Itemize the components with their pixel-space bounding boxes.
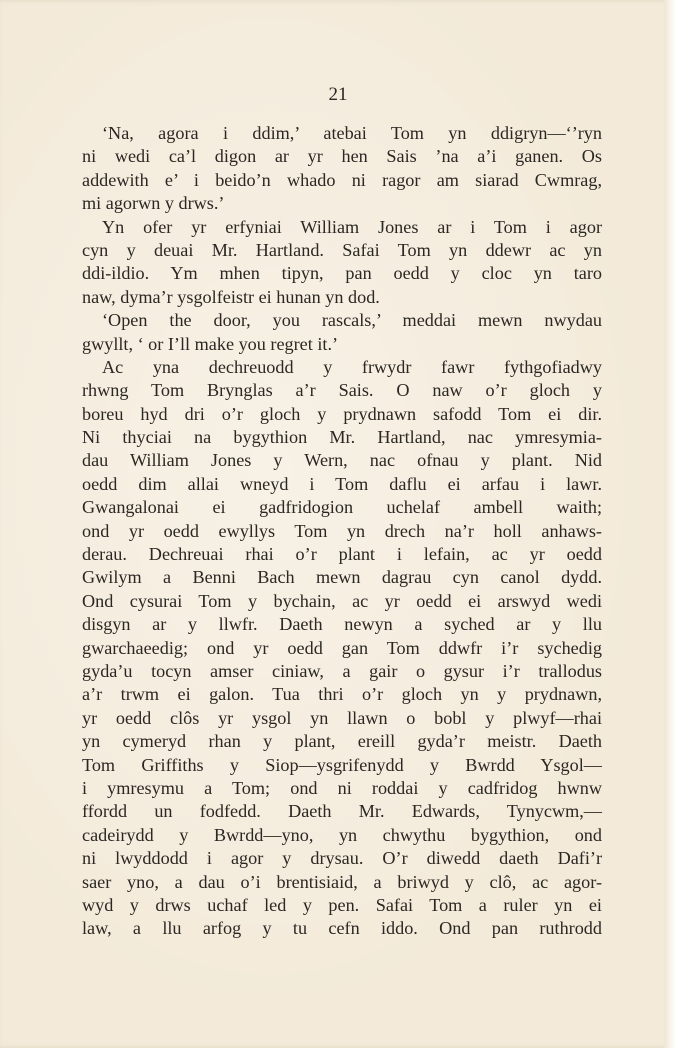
text-line: Ac yna dechreuodd y frwydr fawr fythgofiadwy — [102, 356, 602, 377]
text-line: gwyllt, ‘ or I’ll make you regret it.’ — [82, 333, 339, 354]
page-number: 21 — [328, 84, 348, 105]
text-line: cadeirydd y Bwrdd—yno, yn chwythu bygythion, ond — [82, 824, 602, 845]
text-line: i ymresymu a Tom; ond ni roddai y cadfridog hwnw — [82, 777, 602, 798]
text-line: naw, dyma’r ysgolfeistr ei hunan yn dod. — [82, 286, 380, 307]
text-line: Ond cysurai Tom y bychain, ac yr oedd ei arswyd wedi — [82, 590, 602, 611]
text-line: gyda’u tocyn amser ciniaw, a gair o gysur i’r trallodus — [82, 660, 602, 681]
text-line: ‘Na, agora i ddim,’ atebai Tom yn ddigryn—‘’ryn — [102, 123, 602, 143]
text-line: ni lwyddodd i agor y drysau. O’r diwedd daeth Dafi’r — [82, 848, 602, 869]
text-line: a’r trwm ei galon. Tua thri o’r gloch yn y prydnawn, — [82, 684, 602, 705]
text-line: ond yr oedd ewyllys Tom yn drech na’r holl anhaws- — [82, 520, 602, 541]
text-line: dau William Jones y Wern, nac ofnau y plant. Nid — [82, 450, 602, 471]
text-line: boreu hyd dri o’r gloch y prydnawn safodd Tom ei dir. — [82, 403, 602, 424]
body-text — [82, 122, 602, 941]
text-line: cyn y deuai Mr. Hartland. Safai Tom yn ddewr ac yn — [82, 239, 602, 260]
text-line: ffordd un fodfedd. Daeth Mr. Edwards, Tynycwm,— — [82, 801, 602, 822]
text-line: addewith e’ i beido’n whado ni ragor am siarad Cwmrag, — [82, 169, 602, 190]
text-line: Tom Griffiths y Siop—ysgrifenydd y Bwrdd Ysgol— — [82, 754, 602, 775]
text-line: saer yno, a dau o’i brentisiaid, a briwyd y clô, ac agor- — [82, 871, 602, 892]
text-line: ‘Open the door, you rascals,’ meddai mewn nwydau — [102, 310, 602, 331]
page-edge — [664, 0, 676, 1048]
text-line: Gwangalonai ei gadfridogion uchelaf ambell waith; — [82, 497, 602, 518]
text-line: rhwng Tom Brynglas a’r Sais. O naw o’r gloch y — [82, 380, 602, 401]
text-line: derau. Dechreuai rhai o’r plant i lefain, ac yr oedd — [82, 544, 602, 565]
text-line: wyd y drws uchaf led y pen. Safai Tom a ruler yn ei — [82, 894, 602, 915]
text-line: gwarchaeedig; ond yr oedd gan Tom ddwfr i’r sychedig — [82, 637, 602, 658]
text-line: ddi-ildio. Ym mhen tipyn, pan oedd y cloc yn taro — [82, 263, 602, 284]
text-line: Ni thyciai na bygythion Mr. Hartland, nac ymresymia- — [82, 427, 602, 448]
text-line: disgyn ar y llwfr. Daeth newyn a syched ar y llu — [82, 614, 602, 635]
text-line: ni wedi ca’l digon ar yr hen Sais ’na a’i ganen. Os — [82, 146, 602, 167]
text-line: Yn ofer yr erfyniai William Jones ar i Tom i agor — [102, 216, 602, 237]
text-line: yn cymeryd rhan y plant, ereill gyda’r meistr. Daeth — [82, 731, 602, 752]
text-line: law, a llu arfog y tu cefn iddo. Ond pan ruthrodd — [82, 918, 602, 939]
text-line: yr oedd clôs yr ysgol yn llawn o bobl y plwyf—rhai — [82, 707, 602, 728]
text-line: oedd dim allai wneyd i Tom daflu ei arfau i lawr. — [82, 473, 602, 494]
text-line: mi agorwn y drws.’ — [82, 193, 225, 214]
text-line: Gwilym a Benni Bach mewn dagrau cyn canol dydd. — [82, 567, 602, 588]
